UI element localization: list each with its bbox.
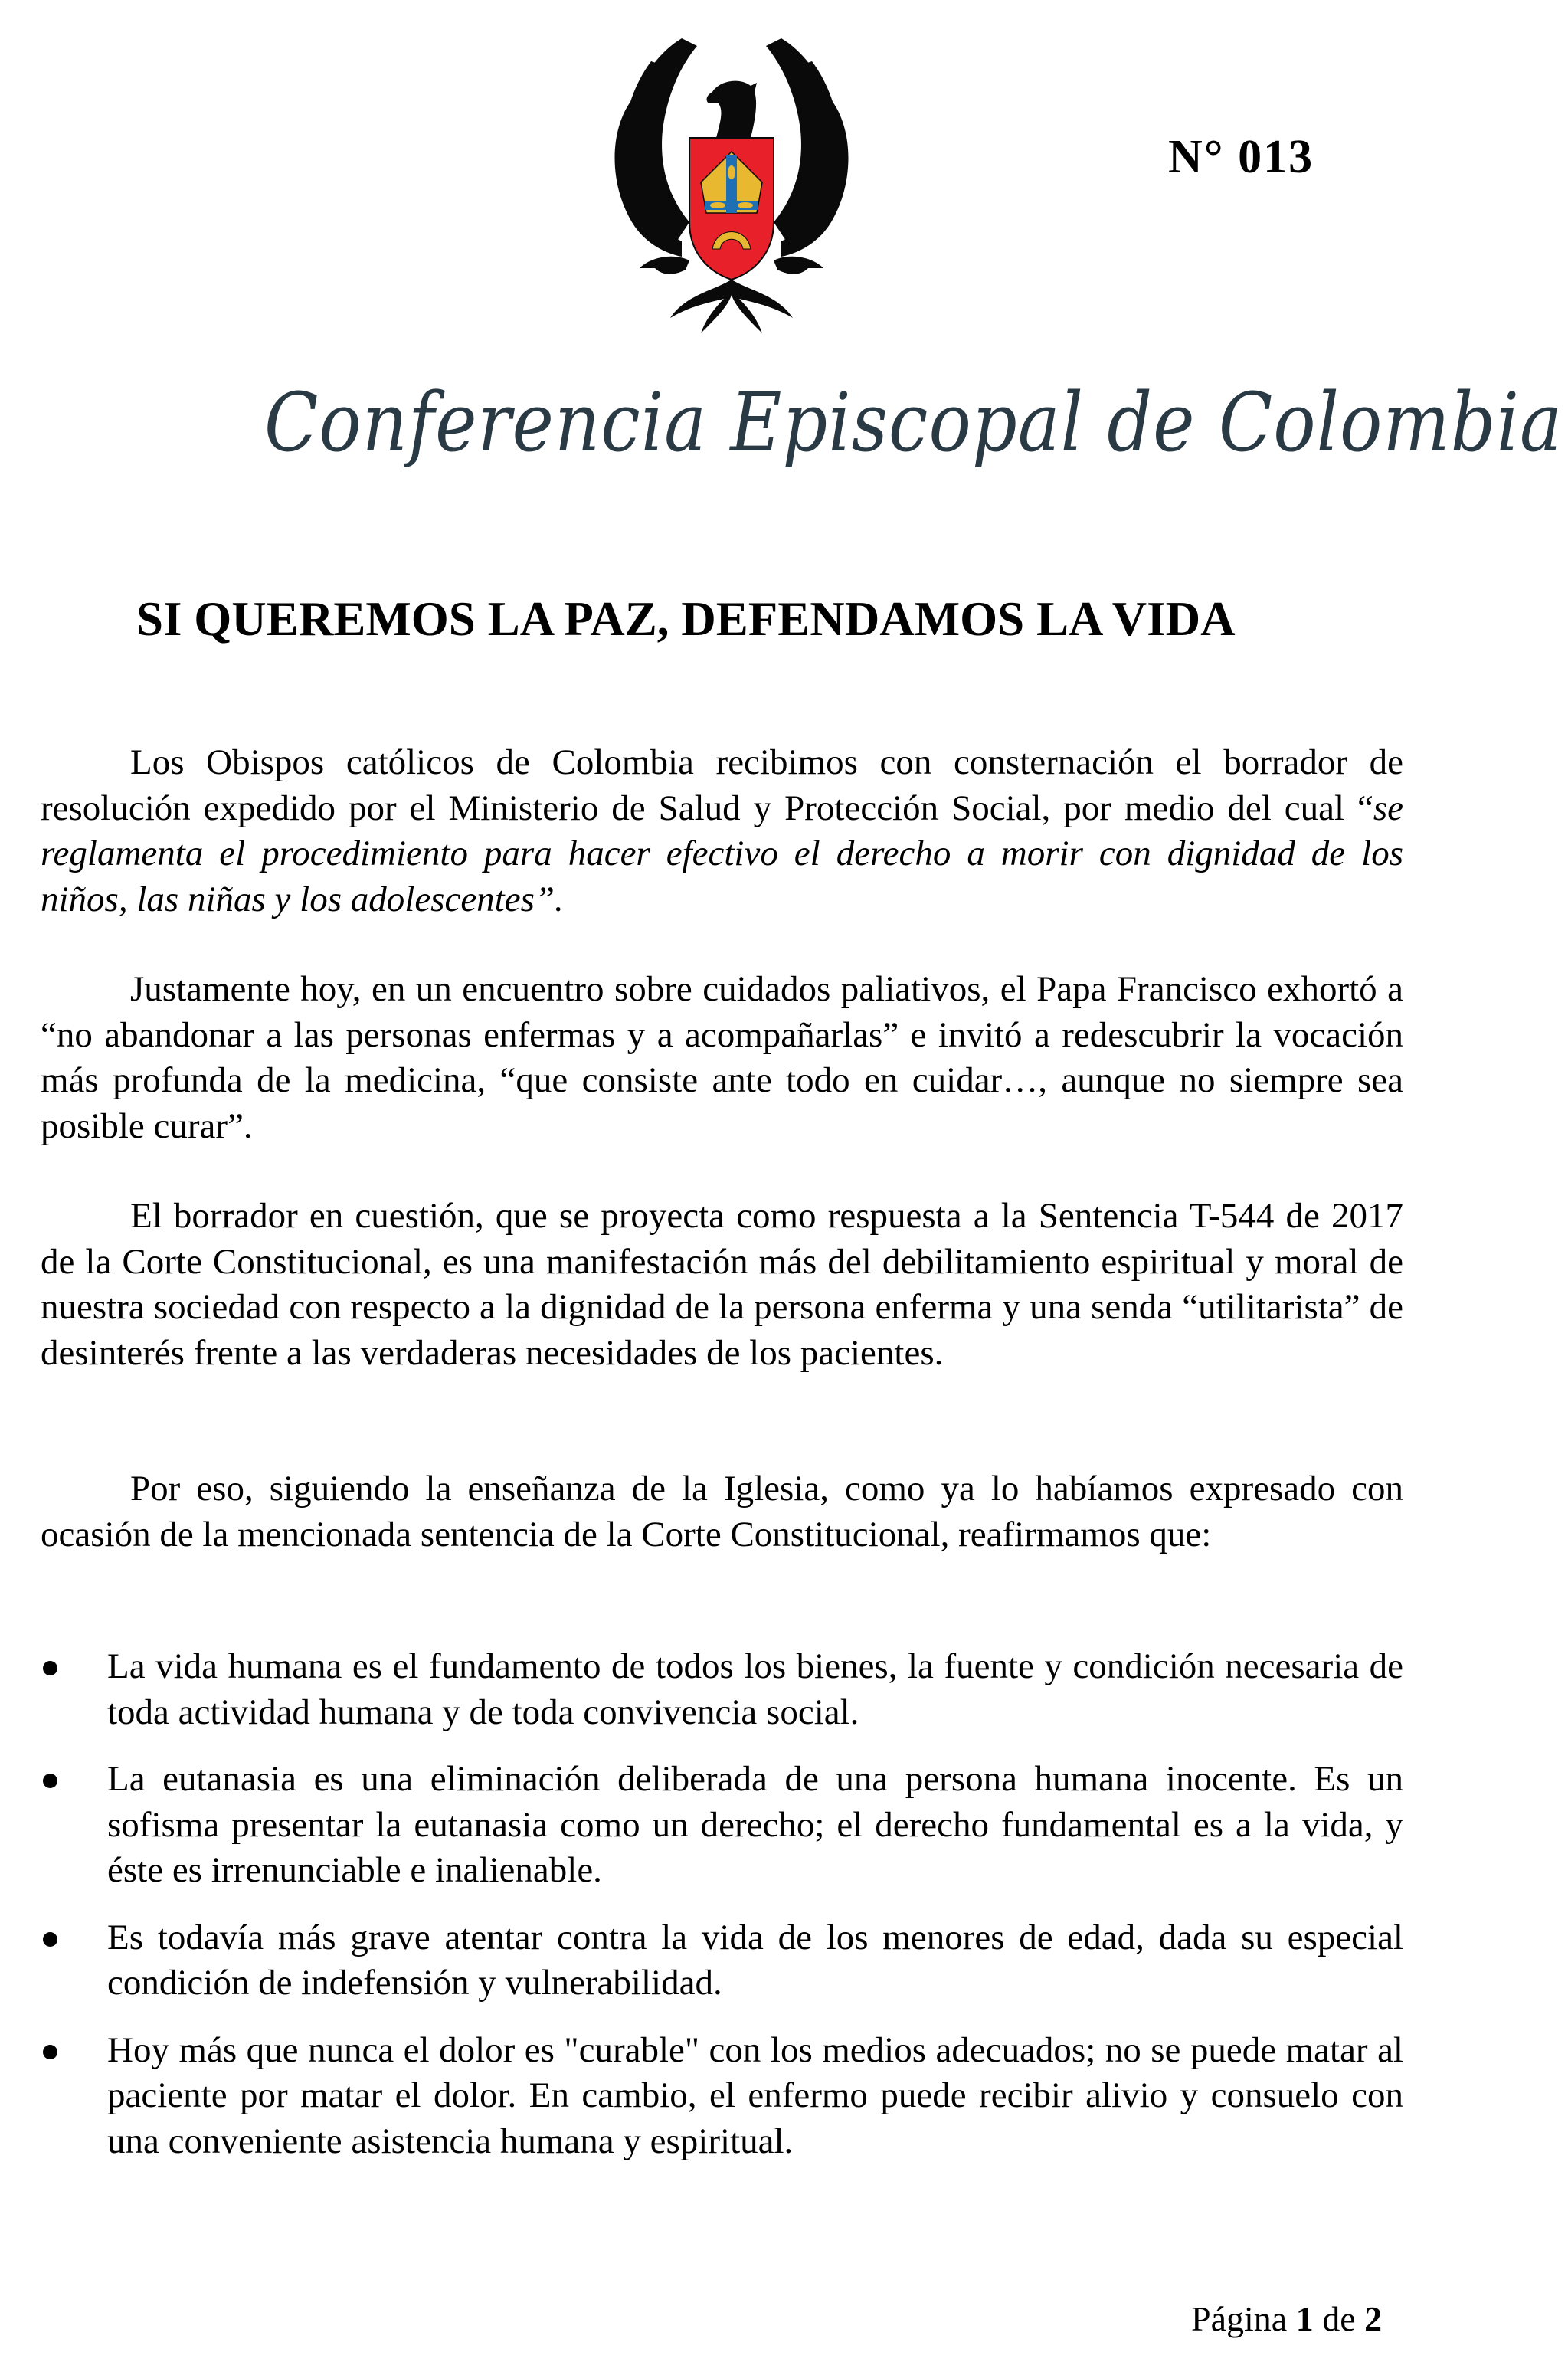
list-item-text: Hoy más que nunca el dolor es "curable" con los medios adecuados; no se puede matar al paciente por matar el dolor. En cambio, el enfermo puede recibir alivio y consuelo con una conveniente asistencia humana y espiritual. xyxy=(107,2029,1403,2161)
current-page: 1 xyxy=(1295,2299,1314,2338)
list-item xyxy=(0,2028,1403,2165)
paragraph-4 xyxy=(41,1466,1403,1558)
paragraph-3 xyxy=(41,1194,1403,1376)
of-label: de xyxy=(1322,2299,1356,2338)
list-item xyxy=(0,1757,1403,1894)
paragraph-2 xyxy=(41,967,1403,1149)
right-talons xyxy=(774,257,823,274)
page-label: Página xyxy=(1191,2299,1288,2338)
list-item xyxy=(0,1915,1403,2006)
list-item-text: Es todavía más grave atentar contra la vida de los menores de edad, dada su especial condición de indefensión y vulnerabilidad. xyxy=(107,1917,1403,2003)
document-number: N° 013 xyxy=(1168,131,1314,183)
paragraph-2-text: Justamente hoy, en un encuentro sobre cuidados paliativos, el Papa Francisco exhortó a “no abandonar a las personas enfermas y a acompañarlas” e invitó a redescubrir la vocación más profunda de la medicina, “que consiste ante todo en cuidar…, aunque no siempre sea posible curar”. xyxy=(41,969,1403,1146)
document-title: SI QUEREMOS LA PAZ, DEFENDAMOS LA VIDA xyxy=(136,592,1236,646)
list-item xyxy=(0,1644,1403,1735)
paragraph-4-text: Por eso, siguiendo la enseñanza de la Iglesia, como ya lo habíamos expresado con ocasión de la mencionada sentencia de la Corte Constitucional, reafirmamos que: xyxy=(41,1469,1403,1554)
paragraph-1 xyxy=(41,740,1403,922)
bullet-icon xyxy=(43,1774,57,1788)
page-number xyxy=(1191,2298,1382,2339)
tail-flourish xyxy=(670,280,793,333)
affirmations-list xyxy=(0,1644,1568,2186)
list-item-text: La vida humana es el fundamento de todos los bienes, la fuente y condición necesaria de toda actividad humana y de toda convivencia social. xyxy=(107,1646,1403,1732)
list-item-text: La eutanasia es una eliminación deliberada de una persona humana inocente. Es un sofisma presentar la eutanasia como un derecho; el derecho fundamental es a la vida, y éste es irrenunciable e inalienable. xyxy=(107,1759,1403,1890)
total-pages: 2 xyxy=(1364,2299,1383,2338)
episcopal-eagle-coat-of-arms-icon xyxy=(597,31,866,337)
bullet-icon xyxy=(43,1661,57,1675)
bullet-icon xyxy=(43,2045,57,2059)
paragraph-1-quote: se reglamenta el procedimiento para hacer efectivo el derecho a morir con dignidad de los niños, las niñas y los adolescentes”. xyxy=(41,788,1403,919)
paragraph-3-text: El borrador en cuestión, que se proyecta como respuesta a la Sentencia T-544 de 2017 de la Corte Constitucional, es una manifestación más del debilitamiento espiritual y moral de nuestra sociedad con respecto a la dignidad de la persona enferma y una senda “utilitarista” de desinterés frente a las verdaderas necesidades de los pacientes. xyxy=(41,1196,1403,1373)
left-talons xyxy=(640,257,689,274)
eagle-head xyxy=(707,81,757,138)
organization-name: Conferencia Episcopal de Colombia xyxy=(264,375,1563,470)
paragraph-1-text: Los Obispos católicos de Colombia recibimos con consternación el borrador de resolución expedido por el Ministerio de Salud y Protección Social, por medio del cual “ xyxy=(41,742,1403,828)
bullet-icon xyxy=(43,1932,57,1947)
